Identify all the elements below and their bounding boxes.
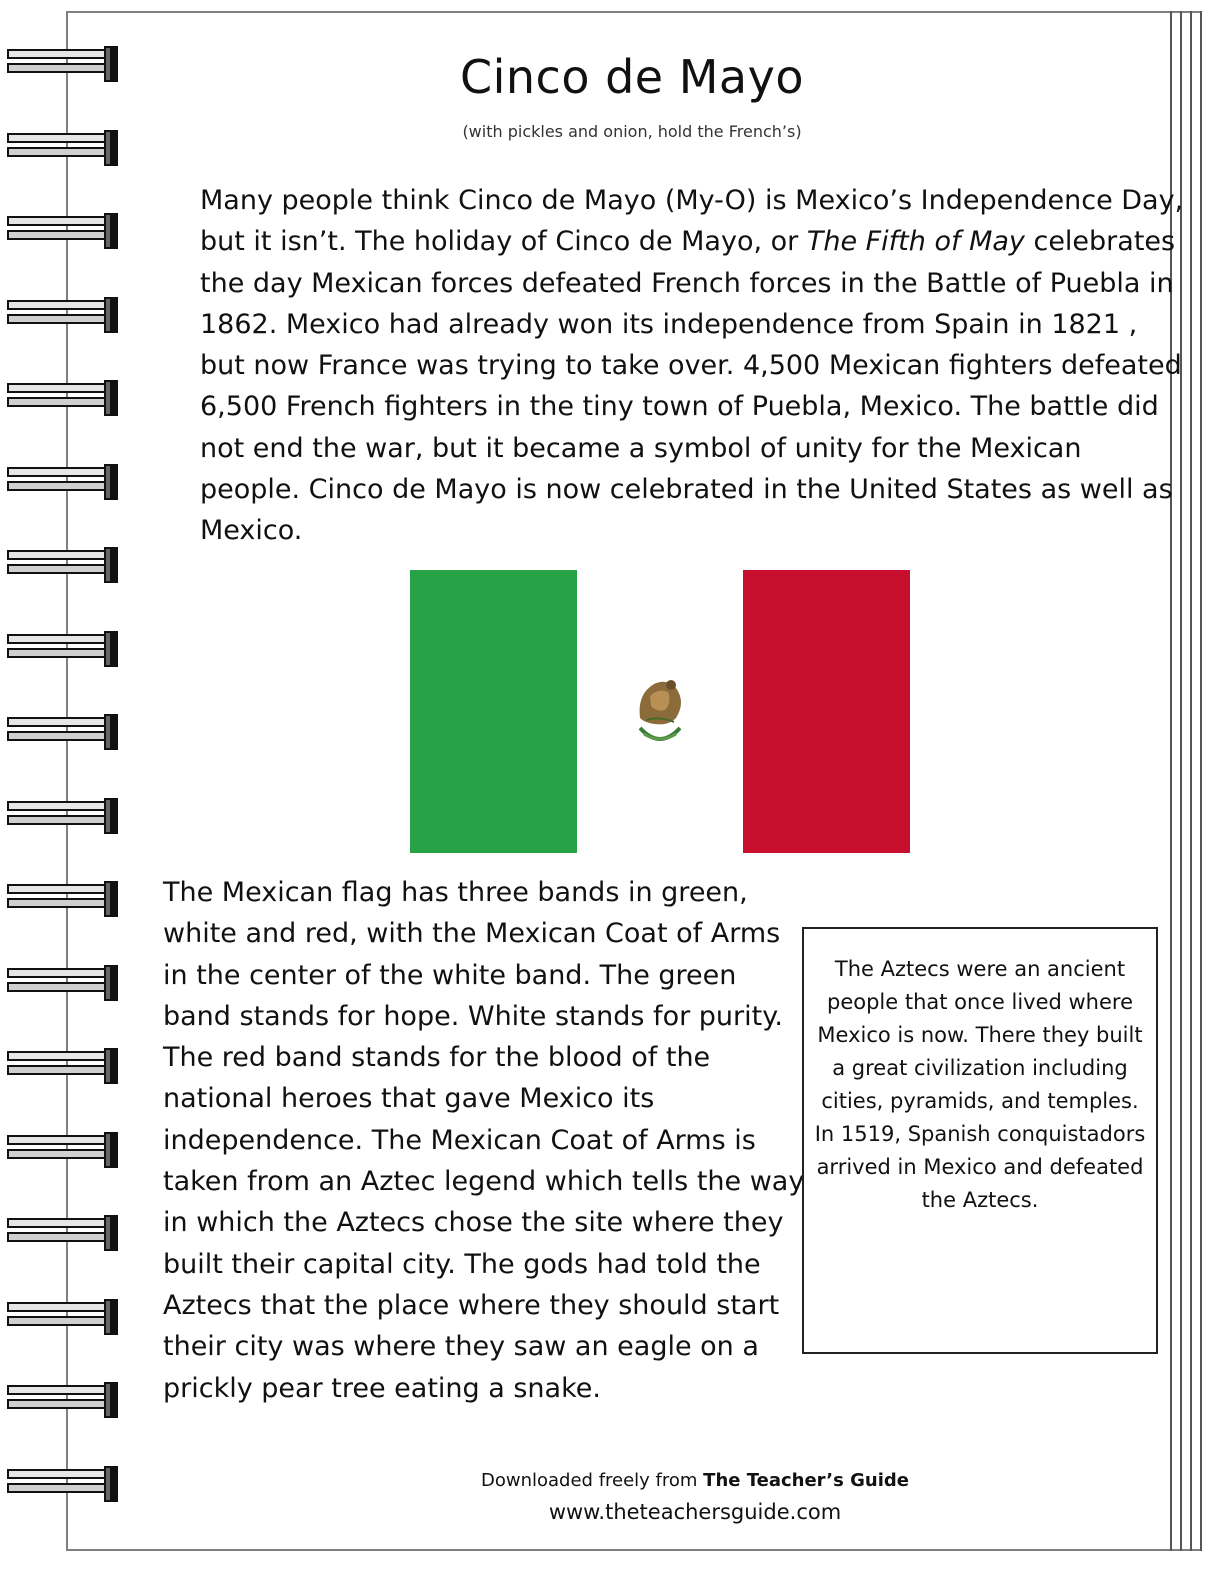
spiral-ring-icon	[6, 462, 120, 502]
footer-brand: The Teacher’s Guide	[703, 1470, 909, 1491]
flag-white-band	[577, 570, 744, 853]
spiral-ring-icon	[6, 378, 120, 418]
intro-paragraph	[200, 180, 1185, 552]
spiral-ring-icon	[6, 963, 120, 1003]
spiral-ring-icon	[6, 1380, 120, 1420]
footer-url[interactable]: www.theteachersguide.com	[548, 1500, 842, 1524]
footer-prefix: Downloaded freely from	[481, 1470, 704, 1491]
spiral-ring-icon	[6, 1213, 120, 1253]
flag-red-band	[743, 570, 910, 853]
page-title: Cinco de Mayo	[460, 50, 804, 104]
spiral-ring-icon	[6, 796, 120, 836]
spiral-ring-icon	[6, 1046, 120, 1086]
spiral-ring-icon	[6, 211, 120, 251]
coat-of-arms-icon	[610, 658, 710, 758]
spiral-ring-icon	[6, 712, 120, 752]
intro-italic-phrase: The Fifth of May	[806, 226, 1025, 258]
page-subtitle: (with pickles and onion, hold the French’s)	[462, 122, 802, 141]
spiral-ring-icon	[6, 295, 120, 335]
flag-description-paragraph: The Mexican flag has three bands in green, white and red, with the Mexican Coat of Arms in the center of the white band. The green band stands for hope. White stands for purity. The red band stands for the blood of the national heroes that gave Mexico its independence. The Mexican Coat of Arms is taken from an Aztec legend which tells the way in which the Aztecs chose the site where they built their capital city. The gods had told the Aztecs that the place where they should start their city was where they saw an eagle on a prickly pear tree eating a snake.	[163, 877, 805, 1404]
spiral-ring-icon	[6, 1297, 120, 1337]
intro-text-end: celebrates the day Mexican forces defeated French forces in the Battle of Puebla in 1862. Mexico had already won its independence from Spain in 1821 , but now France was trying to take over. 4,500 Mexican fighters defeated 6,500 French fighters in the tiny town of Puebla, Mexico. The battle did not end the war, but it became a symbol of unity for the Mexican people. Cinco de Mayo is now celebrated in the United States as well as Mexico.	[200, 226, 1182, 547]
aztecs-info-box	[802, 927, 1158, 1354]
intro-text-start: Many people think Cinco de Mayo (My-O) is Mexico’s Independence Day, but it isn’t. The holiday of Cinco de Mayo, or	[200, 185, 1184, 258]
footer-credit	[0, 1470, 1224, 1491]
spiral-ring-icon	[6, 629, 120, 669]
spiral-ring-icon	[6, 879, 120, 919]
spiral-ring-icon	[6, 545, 120, 585]
mexican-flag-icon	[410, 570, 910, 853]
spiral-binding	[0, 0, 130, 1584]
flag-green-band	[410, 570, 577, 853]
aztecs-info-text: The Aztecs were an ancient people that once lived where Mexico is now. There they built a great civilization including cities, pyramids, and temples. In 1519, Spanish conquistadors arrived in Mexico and defeated the Aztecs.	[814, 957, 1146, 1212]
spiral-ring-icon	[6, 1130, 120, 1170]
